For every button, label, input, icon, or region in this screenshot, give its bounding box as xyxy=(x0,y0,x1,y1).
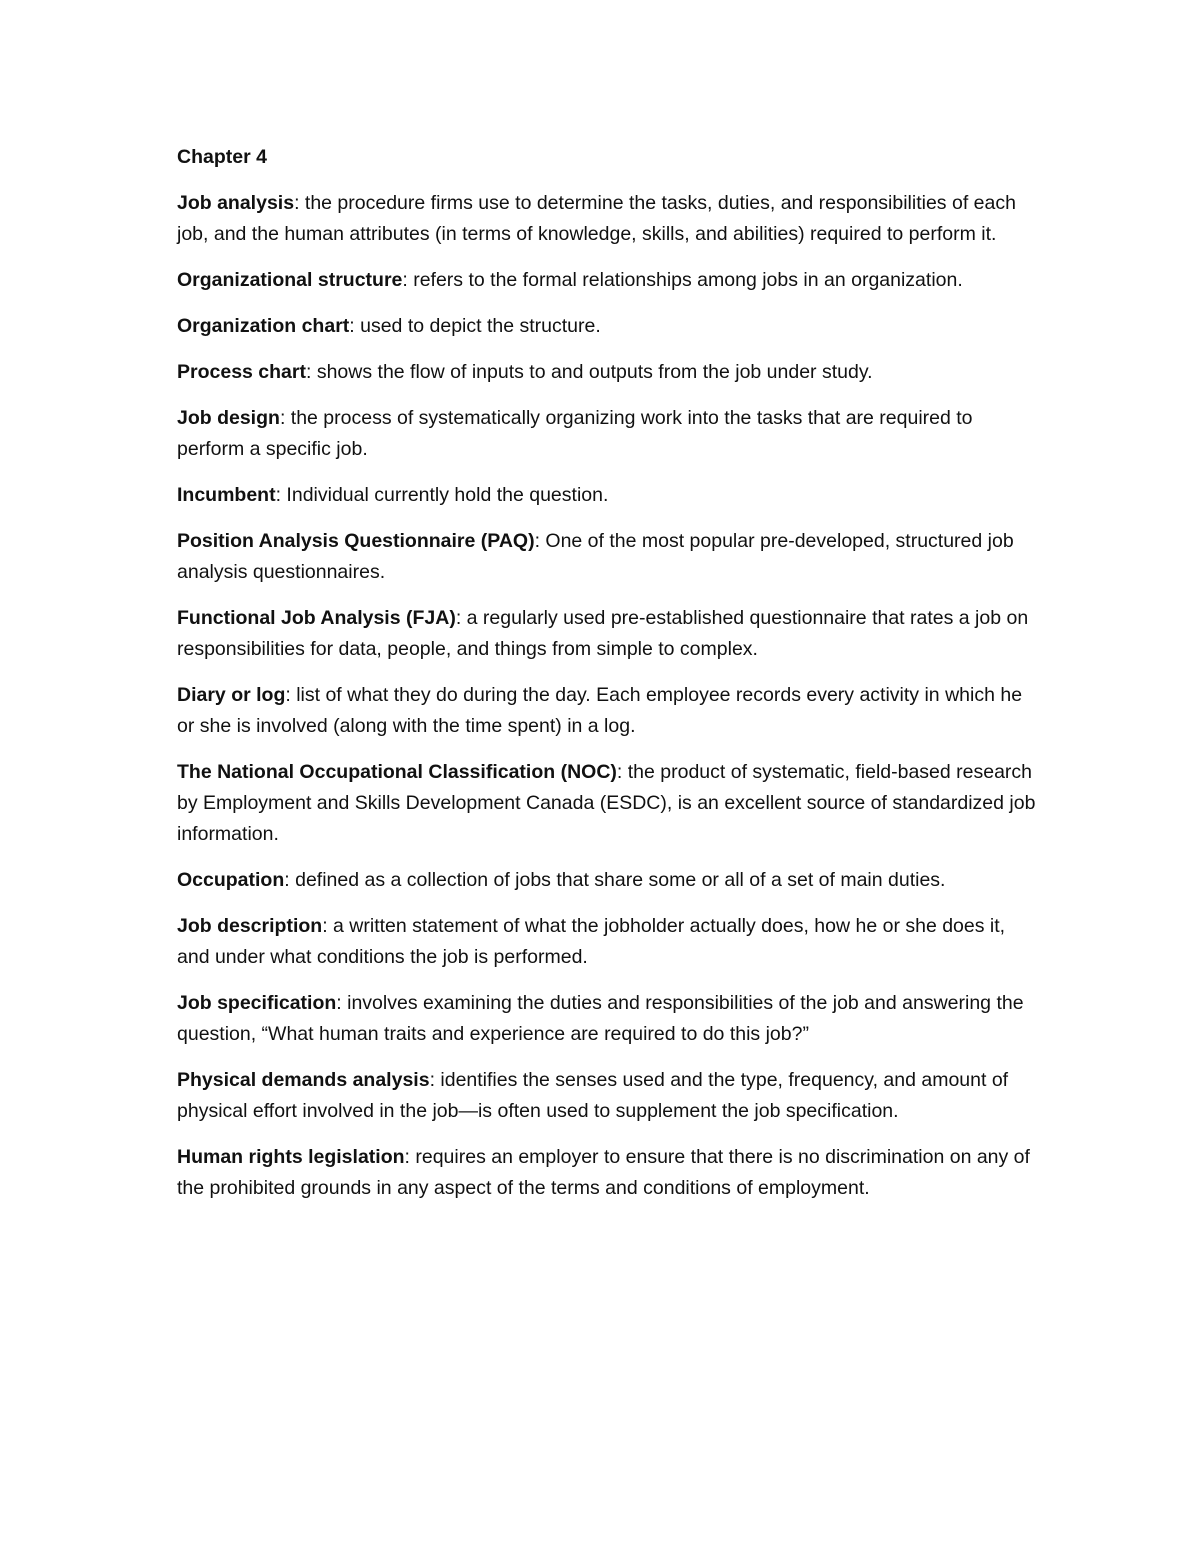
entry-term: Job design xyxy=(177,407,280,429)
entry-definition: : the product of systematic, field-based research by Employment and Skills Development Canada (ESDC), is an excellent source of standardized job information. xyxy=(177,761,1036,845)
entry-definition: : the process of systematically organizing work into the tasks that are required to perform a specific job. xyxy=(177,407,973,460)
glossary-entry xyxy=(177,1065,1037,1127)
entry-term: Diary or log xyxy=(177,684,286,706)
entry-term: Job analysis xyxy=(177,192,295,214)
entry-definition: : used to depict the structure. xyxy=(349,315,601,337)
entry-term: Organizational structure xyxy=(177,269,403,291)
entry-term: Physical demands analysis xyxy=(177,1069,430,1091)
entry-definition: : defined as a collection of jobs that share some or all of a set of main duties. xyxy=(284,869,946,891)
entry-term: Job description xyxy=(177,915,323,937)
glossary-entry xyxy=(177,480,1037,511)
entry-definition: : identifies the senses used and the type, frequency, and amount of physical effort involved in the job—is often used to supplement the job specification. xyxy=(177,1069,1009,1122)
entry-definition: : shows the flow of inputs to and outputs from the job under study. xyxy=(306,361,873,383)
glossary-entry xyxy=(177,680,1037,742)
entry-term: The National Occupational Classification (NOC) xyxy=(177,761,617,783)
glossary-entry xyxy=(177,188,1037,250)
entry-term: Human rights legislation xyxy=(177,1146,405,1168)
glossary-entry xyxy=(177,757,1037,850)
entry-term: Occupation xyxy=(177,869,285,891)
entry-definition: : requires an employer to ensure that there is no discrimination on any of the prohibited grounds in any aspect of the terms and conditions of employment. xyxy=(177,1146,1030,1199)
glossary-entry xyxy=(177,1142,1037,1204)
entry-term: Organization chart xyxy=(177,315,350,337)
chapter-title: Chapter 4 xyxy=(177,146,267,168)
entry-term: Incumbent xyxy=(177,484,276,506)
entry-definition: : a regularly used pre-established questionnaire that rates a job on responsibilities for data, people, and things from simple to complex. xyxy=(177,607,1029,660)
glossary-entry xyxy=(177,403,1037,465)
glossary-entry xyxy=(177,311,1037,342)
entry-definition: : involves examining the duties and responsibilities of the job and answering the question, “What human traits and experience are required to do this job?” xyxy=(177,992,1024,1045)
entry-definition: : the procedure firms use to determine the tasks, duties, and responsibilities of each job, and the human attributes (in terms of knowledge, skills, and abilities) required to perform it. xyxy=(177,192,1016,245)
entry-definition: : a written statement of what the jobholder actually does, how he or she does it, and under what conditions the job is performed. xyxy=(177,915,1006,968)
entry-term: Position Analysis Questionnaire (PAQ) xyxy=(177,530,535,552)
glossary-entry xyxy=(177,603,1037,665)
entry-term: Functional Job Analysis (FJA) xyxy=(177,607,456,629)
glossary-entry xyxy=(177,357,1037,388)
glossary-entry xyxy=(177,265,1037,296)
entry-term: Process chart xyxy=(177,361,306,383)
glossary-entry xyxy=(177,526,1037,588)
entry-definition: : list of what they do during the day. Each employee records every activity in which he or she is involved (along with the time spent) in a log. xyxy=(177,684,1023,737)
glossary-entry xyxy=(177,988,1037,1050)
entry-definition: : refers to the formal relationships among jobs in an organization. xyxy=(402,269,963,291)
entry-term: Job specification xyxy=(177,992,337,1014)
glossary-entry xyxy=(177,911,1037,973)
document-page xyxy=(177,142,1037,1219)
entry-definition: : Individual currently hold the question. xyxy=(275,484,609,506)
entry-definition: : One of the most popular pre-developed, structured job analysis questionnaires. xyxy=(177,530,1014,583)
glossary-entry xyxy=(177,865,1037,896)
